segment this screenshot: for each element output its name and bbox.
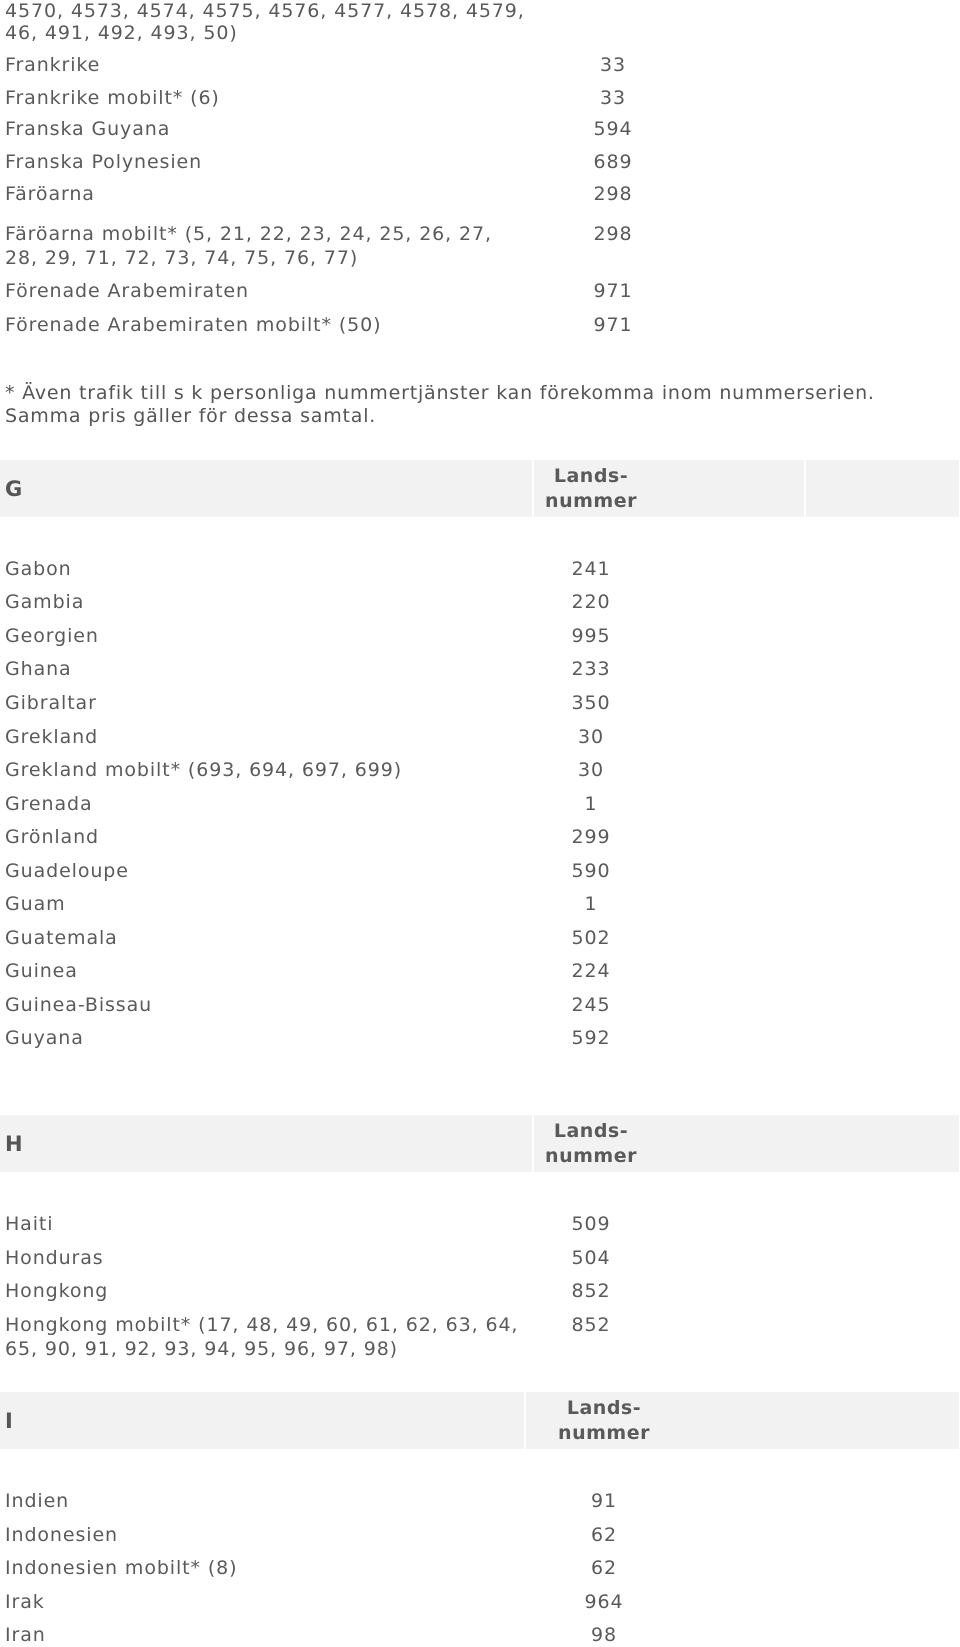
continuation-text: 4570, 4573, 4574, 4575, 4576, 4577, 4578, 4579, <box>5 0 525 22</box>
country-code: 995 <box>571 625 611 647</box>
footnote-line: * Även trafik till s k personliga nummertjänster kan förekomma inom nummerserien. <box>5 382 875 404</box>
table-row <box>0 1524 960 1547</box>
continuation-line <box>0 0 960 23</box>
table-row <box>0 314 960 337</box>
section-header-g <box>0 460 959 517</box>
table-row <box>0 591 960 614</box>
country-name: Förenade Arabemiraten mobilt* (50) <box>5 314 382 336</box>
footnote-line: Samma pris gäller för dessa samtal. <box>5 405 377 427</box>
country-code: 220 <box>571 591 611 613</box>
table-row <box>0 151 960 174</box>
column-divider <box>804 460 806 517</box>
country-name: Franska Polynesien <box>5 151 203 173</box>
table-row <box>0 759 960 782</box>
country-code: 62 <box>591 1557 617 1579</box>
country-name: Frankrike mobilt* (6) <box>5 87 220 109</box>
country-code: 233 <box>571 658 611 680</box>
country-code: 590 <box>571 860 611 882</box>
table-row <box>0 183 960 206</box>
country-name: Haiti <box>5 1213 54 1235</box>
country-name: Gabon <box>5 558 72 580</box>
country-code: 298 <box>593 223 633 245</box>
table-row <box>0 1557 960 1580</box>
country-name: Grekland <box>5 726 99 748</box>
country-code: 971 <box>593 314 633 336</box>
table-row <box>0 118 960 141</box>
section-letter: I <box>5 1409 13 1433</box>
table-row <box>0 1314 960 1362</box>
table-row <box>0 1280 960 1303</box>
country-name: Iran <box>5 1624 46 1646</box>
table-row <box>0 726 960 749</box>
country-name: Gibraltar <box>5 692 97 714</box>
country-code: 592 <box>571 1027 611 1049</box>
table-row <box>0 54 960 77</box>
country-code: 1 <box>584 793 598 815</box>
table-row <box>0 625 960 648</box>
continuation-line <box>0 22 960 45</box>
table-row <box>0 558 960 581</box>
country-name: Irak <box>5 1591 45 1613</box>
country-name: Frankrike <box>5 54 101 76</box>
table-row <box>0 692 960 715</box>
header-label-line1: Lands- <box>553 465 629 487</box>
country-code: 30 <box>578 759 604 781</box>
table-row <box>0 927 960 950</box>
table-row <box>0 793 960 816</box>
table-row <box>0 1213 960 1236</box>
country-name: Förenade Arabemiraten <box>5 280 249 302</box>
country-code: 971 <box>593 280 633 302</box>
table-row <box>0 826 960 849</box>
country-name: Grönland <box>5 826 100 848</box>
country-name: Färöarna <box>5 183 95 205</box>
country-code: 1 <box>584 893 598 915</box>
country-code: 504 <box>571 1247 611 1269</box>
country-name: Hongkong mobilt* (17, 48, 49, 60, 61, 62, 63, 64, <box>5 1314 519 1336</box>
country-name: Grenada <box>5 793 93 815</box>
country-code: 350 <box>571 692 611 714</box>
section-header-h <box>0 1115 959 1172</box>
table-row <box>0 658 960 681</box>
country-code: 241 <box>571 558 611 580</box>
table-row <box>0 1490 960 1513</box>
country-code: 509 <box>571 1213 611 1235</box>
table-row <box>0 1027 960 1050</box>
country-code: 224 <box>571 960 611 982</box>
country-code: 91 <box>591 1490 617 1512</box>
country-name: Indien <box>5 1490 70 1512</box>
table-row <box>0 860 960 883</box>
country-code: 964 <box>584 1591 624 1613</box>
continuation-text: 46, 491, 492, 493, 50) <box>5 22 238 44</box>
country-name: Grekland mobilt* (693, 694, 697, 699) <box>5 759 403 781</box>
table-row <box>0 87 960 110</box>
country-name: Gambia <box>5 591 85 613</box>
country-name: Färöarna mobilt* (5, 21, 22, 23, 24, 25, 26, 27, <box>5 223 492 245</box>
country-code: 33 <box>600 87 626 109</box>
table-row <box>0 994 960 1017</box>
country-code: 298 <box>593 183 633 205</box>
country-name: Guam <box>5 893 66 915</box>
country-name: Indonesien <box>5 1524 118 1546</box>
header-label <box>511 464 671 514</box>
table-row <box>0 223 960 271</box>
table-row <box>0 893 960 916</box>
country-name: Guatemala <box>5 927 118 949</box>
country-name: Guadeloupe <box>5 860 129 882</box>
table-row <box>0 1591 960 1614</box>
country-code: 852 <box>571 1314 611 1336</box>
country-name: Guyana <box>5 1027 84 1049</box>
country-code: 299 <box>571 826 611 848</box>
header-label <box>511 1119 671 1169</box>
header-label-line2: nummer <box>545 490 637 512</box>
country-name: Guinea <box>5 960 78 982</box>
country-name-continued: 65, 90, 91, 92, 93, 94, 95, 96, 97, 98) <box>5 1338 398 1360</box>
header-label <box>524 1396 684 1446</box>
country-code: 689 <box>593 151 633 173</box>
section-letter: H <box>5 1132 23 1156</box>
country-name: Georgien <box>5 625 99 647</box>
country-code: 33 <box>600 54 626 76</box>
header-label-line1: Lands- <box>553 1120 629 1142</box>
country-code: 852 <box>571 1280 611 1302</box>
header-label-line2: nummer <box>545 1145 637 1167</box>
country-name: Indonesien mobilt* (8) <box>5 1557 238 1579</box>
country-code: 30 <box>578 726 604 748</box>
table-row <box>0 960 960 983</box>
header-label-line1: Lands- <box>566 1397 642 1419</box>
country-name: Honduras <box>5 1247 104 1269</box>
header-label-line2: nummer <box>558 1422 650 1444</box>
section-letter: G <box>5 477 23 501</box>
country-code: 62 <box>591 1524 617 1546</box>
country-name: Ghana <box>5 658 72 680</box>
footnote <box>5 382 875 428</box>
country-code: 245 <box>571 994 611 1016</box>
country-name: Franska Guyana <box>5 118 171 140</box>
table-row <box>0 280 960 303</box>
country-name: Guinea-Bissau <box>5 994 153 1016</box>
country-name: Hongkong <box>5 1280 109 1302</box>
country-name-continued: 28, 29, 71, 72, 73, 74, 75, 76, 77) <box>5 247 359 269</box>
section-header-i <box>0 1392 959 1449</box>
country-code: 98 <box>591 1624 617 1646</box>
table-row <box>0 1247 960 1270</box>
country-code: 502 <box>571 927 611 949</box>
country-code: 594 <box>593 118 633 140</box>
